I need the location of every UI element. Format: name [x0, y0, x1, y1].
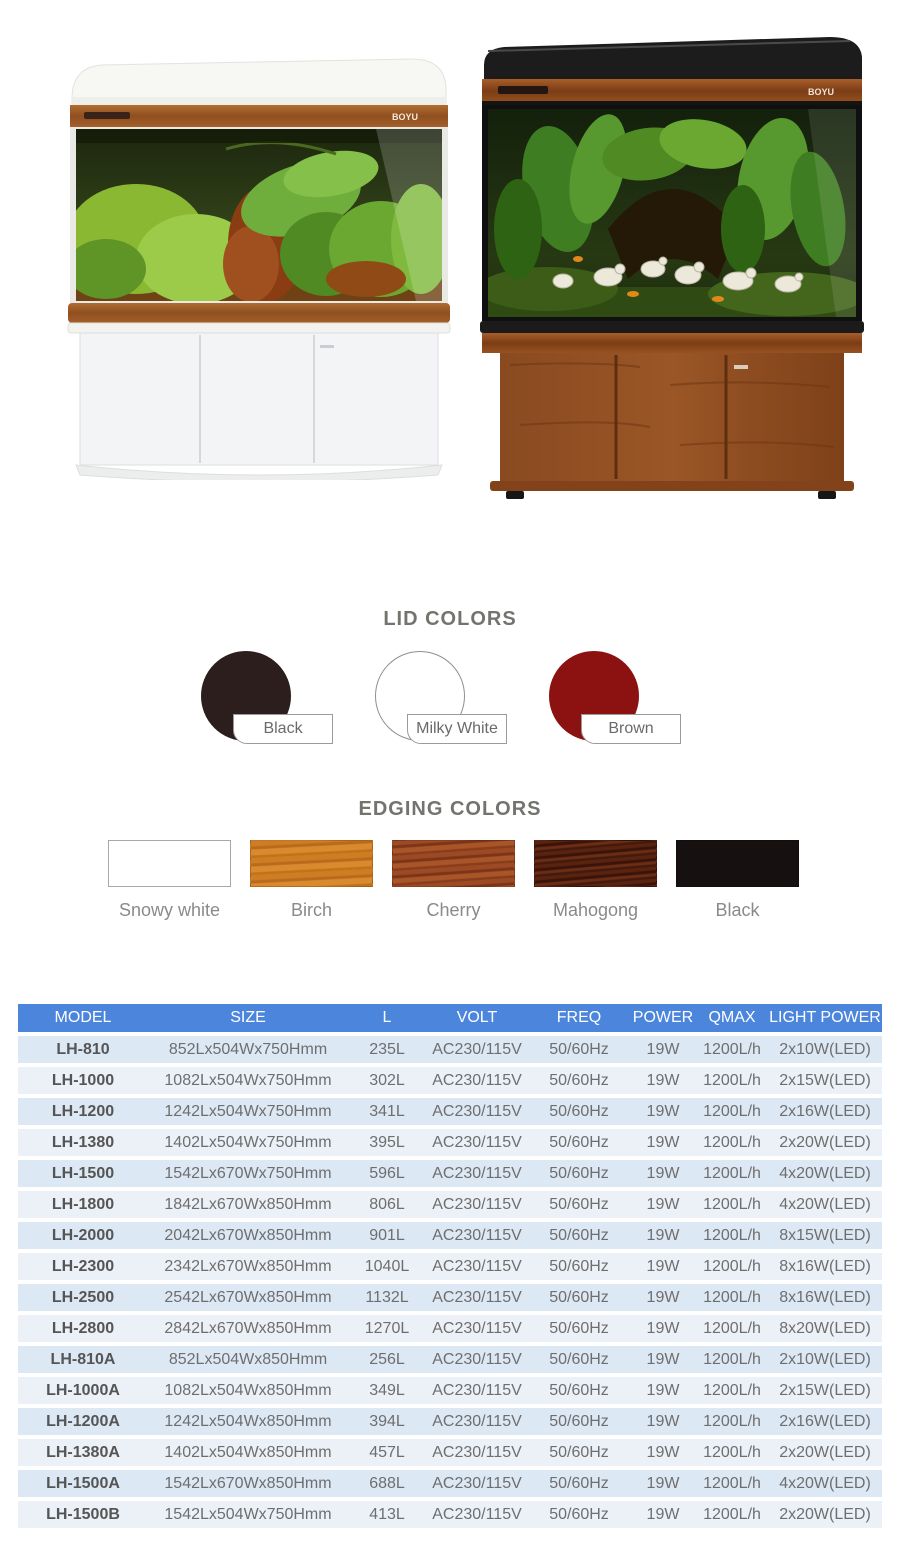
cell-volt: AC230/115V: [426, 1253, 528, 1280]
cell-freq: 50/60Hz: [528, 1315, 630, 1342]
cell-light: 2x15W(LED): [768, 1377, 882, 1404]
cell-power: 19W: [630, 1346, 696, 1373]
cell-qmax: 1200L/h: [696, 1408, 768, 1435]
spec-table-row: [18, 1067, 882, 1094]
cell-power: 19W: [630, 1470, 696, 1497]
cell-qmax: 1200L/h: [696, 1067, 768, 1094]
spec-table-row: [18, 1284, 882, 1311]
cell-freq: 50/60Hz: [528, 1191, 630, 1218]
cell-light: 4x20W(LED): [768, 1191, 882, 1218]
cell-light: 2x20W(LED): [768, 1439, 882, 1466]
edging-color-swatch: [250, 840, 373, 887]
cell-power: 19W: [630, 1222, 696, 1249]
brown-tank-bottom-trim: [480, 321, 864, 353]
cell-light: 8x20W(LED): [768, 1315, 882, 1342]
cell-model: LH-2500: [18, 1284, 148, 1311]
cell-freq: 50/60Hz: [528, 1036, 630, 1063]
cell-size: 1542Lx670Wx750Hmm: [148, 1160, 348, 1187]
edging-color-label: Cherry: [426, 900, 481, 920]
cell-light: 2x20W(LED): [768, 1501, 882, 1528]
cell-size: 1082Lx504Wx750Hmm: [148, 1067, 348, 1094]
cell-light: 2x10W(LED): [768, 1346, 882, 1373]
cell-qmax: 1200L/h: [696, 1098, 768, 1125]
spec-table-row: [18, 1129, 882, 1156]
spec-table-row: [18, 1346, 882, 1373]
cell-qmax: 1200L/h: [696, 1191, 768, 1218]
spec-table-header-row: [18, 1004, 882, 1032]
cell-size: 2842Lx670Wx850Hmm: [148, 1315, 348, 1342]
edging-color-swatch: [534, 840, 657, 887]
spec-table-header-cell: VOLT: [426, 1004, 528, 1032]
white-cabinet: [76, 333, 442, 480]
cell-qmax: 1200L/h: [696, 1501, 768, 1528]
cell-light: 8x15W(LED): [768, 1222, 882, 1249]
spec-table-header-cell: POWER: [630, 1004, 696, 1032]
cell-power: 19W: [630, 1129, 696, 1156]
brown-cabinet: [490, 353, 854, 499]
spec-table-body: [18, 1036, 882, 1528]
edging-color-swatch: [676, 840, 799, 887]
cell-model: LH-1800: [18, 1191, 148, 1218]
white-aquarium-image: [62, 57, 460, 480]
cell-light: 4x20W(LED): [768, 1470, 882, 1497]
cell-power: 19W: [630, 1284, 696, 1311]
cell-freq: 50/60Hz: [528, 1098, 630, 1125]
cell-size: 1402Lx504Wx850Hmm: [148, 1439, 348, 1466]
cell-freq: 50/60Hz: [528, 1408, 630, 1435]
white-tank-wood-trim: [70, 105, 448, 127]
spec-table-header-cell: MODEL: [18, 1004, 148, 1032]
lid-colors-row: [201, 651, 654, 746]
cell-volt: AC230/115V: [426, 1470, 528, 1497]
cell-qmax: 1200L/h: [696, 1284, 768, 1311]
cell-model: LH-2800: [18, 1315, 148, 1342]
edging-color-swatch: [108, 840, 231, 887]
cell-l: 256L: [348, 1346, 426, 1373]
cell-qmax: 1200L/h: [696, 1160, 768, 1187]
cell-l: 1270L: [348, 1315, 426, 1342]
edging-color-item: [676, 840, 799, 921]
cell-light: 2x16W(LED): [768, 1408, 882, 1435]
cell-model: LH-1500B: [18, 1501, 148, 1528]
spec-table-row: [18, 1036, 882, 1063]
lid-color-label: Black: [233, 714, 333, 744]
edging-color-item: [392, 840, 515, 921]
spec-table-row: [18, 1408, 882, 1435]
cell-volt: AC230/115V: [426, 1098, 528, 1125]
brown-tank-lid: [484, 37, 862, 79]
spec-table-row: [18, 1191, 882, 1218]
cell-power: 19W: [630, 1160, 696, 1187]
cell-freq: 50/60Hz: [528, 1160, 630, 1187]
edging-color-swatch: [392, 840, 515, 887]
cell-light: 2x10W(LED): [768, 1036, 882, 1063]
cell-model: LH-1000: [18, 1067, 148, 1094]
cell-size: 1242Lx504Wx850Hmm: [148, 1408, 348, 1435]
cell-size: 1842Lx670Wx850Hmm: [148, 1191, 348, 1218]
cell-light: 2x16W(LED): [768, 1098, 882, 1125]
cell-qmax: 1200L/h: [696, 1036, 768, 1063]
cell-volt: AC230/115V: [426, 1439, 528, 1466]
cell-volt: AC230/115V: [426, 1346, 528, 1373]
edging-color-label: Black: [715, 900, 760, 920]
cell-qmax: 1200L/h: [696, 1129, 768, 1156]
cell-volt: AC230/115V: [426, 1408, 528, 1435]
cell-model: LH-1380: [18, 1129, 148, 1156]
cell-l: 1132L: [348, 1284, 426, 1311]
cell-qmax: 1200L/h: [696, 1470, 768, 1497]
spec-table-row: [18, 1501, 882, 1528]
cell-size: 2542Lx670Wx850Hmm: [148, 1284, 348, 1311]
cell-light: 8x16W(LED): [768, 1253, 882, 1280]
cell-size: 2342Lx670Wx850Hmm: [148, 1253, 348, 1280]
cell-light: 2x15W(LED): [768, 1067, 882, 1094]
cell-volt: AC230/115V: [426, 1129, 528, 1156]
cell-volt: AC230/115V: [426, 1377, 528, 1404]
cell-power: 19W: [630, 1501, 696, 1528]
spec-table-row: [18, 1160, 882, 1187]
cell-volt: AC230/115V: [426, 1501, 528, 1528]
spec-table-header-cell: L: [348, 1004, 426, 1032]
cell-model: LH-2300: [18, 1253, 148, 1280]
spec-table-header-cell: QMAX: [696, 1004, 768, 1032]
cell-model: LH-810: [18, 1036, 148, 1063]
spec-table-row: [18, 1470, 882, 1497]
cell-volt: AC230/115V: [426, 1191, 528, 1218]
brown-tank-wood-trim: [482, 79, 862, 105]
spec-table-row: [18, 1098, 882, 1125]
cell-freq: 50/60Hz: [528, 1346, 630, 1373]
edging-color-item: [250, 840, 373, 921]
edging-colors-heading: EDGING COLORS: [358, 798, 542, 820]
cell-light: 2x20W(LED): [768, 1129, 882, 1156]
edging-color-item: [108, 840, 231, 921]
cell-volt: AC230/115V: [426, 1315, 528, 1342]
lid-color-label: Milky White: [407, 714, 507, 744]
cell-size: 1542Lx670Wx850Hmm: [148, 1470, 348, 1497]
cell-model: LH-2000: [18, 1222, 148, 1249]
cell-model: LH-1500: [18, 1160, 148, 1187]
cell-power: 19W: [630, 1408, 696, 1435]
cell-l: 394L: [348, 1408, 426, 1435]
lid-colors-heading: LID COLORS: [383, 608, 517, 630]
cell-light: 4x20W(LED): [768, 1160, 882, 1187]
cell-size: 2042Lx670Wx850Hmm: [148, 1222, 348, 1249]
cell-volt: AC230/115V: [426, 1222, 528, 1249]
lid-color-item: [375, 651, 498, 746]
cell-qmax: 1200L/h: [696, 1253, 768, 1280]
cell-l: 395L: [348, 1129, 426, 1156]
cell-l: 596L: [348, 1160, 426, 1187]
cell-power: 19W: [630, 1098, 696, 1125]
cell-volt: AC230/115V: [426, 1160, 528, 1187]
cell-volt: AC230/115V: [426, 1284, 528, 1311]
brown-aquarium-image: [470, 35, 872, 500]
cell-power: 19W: [630, 1315, 696, 1342]
cell-freq: 50/60Hz: [528, 1222, 630, 1249]
spec-table-row: [18, 1377, 882, 1404]
cell-freq: 50/60Hz: [528, 1284, 630, 1311]
cell-power: 19W: [630, 1067, 696, 1094]
cell-size: 1402Lx504Wx750Hmm: [148, 1129, 348, 1156]
cell-size: 1082Lx504Wx850Hmm: [148, 1377, 348, 1404]
lid-color-item: [201, 651, 303, 746]
cell-qmax: 1200L/h: [696, 1346, 768, 1373]
cell-model: LH-1500A: [18, 1470, 148, 1497]
cell-l: 806L: [348, 1191, 426, 1218]
cell-l: 302L: [348, 1067, 426, 1094]
lid-color-label: Brown: [581, 714, 681, 744]
cell-l: 457L: [348, 1439, 426, 1466]
spec-table: [18, 1000, 882, 1532]
cell-qmax: 1200L/h: [696, 1377, 768, 1404]
cell-freq: 50/60Hz: [528, 1501, 630, 1528]
cell-l: 341L: [348, 1098, 426, 1125]
cell-qmax: 1200L/h: [696, 1315, 768, 1342]
edging-color-label: Snowy white: [118, 900, 221, 920]
cell-model: LH-1200: [18, 1098, 148, 1125]
spec-table-row: [18, 1315, 882, 1342]
cell-qmax: 1200L/h: [696, 1222, 768, 1249]
spec-table-header-cell: LIGHT POWER: [768, 1004, 882, 1032]
white-tank-glass: [66, 127, 451, 304]
cell-power: 19W: [630, 1036, 696, 1063]
white-lid: [72, 59, 446, 105]
brand-text-left: BOYU: [392, 112, 419, 122]
spec-table-row: [18, 1222, 882, 1249]
cell-l: 413L: [348, 1501, 426, 1528]
cell-size: 852Lx504Wx750Hmm: [148, 1036, 348, 1063]
cell-model: LH-1000A: [18, 1377, 148, 1404]
cell-l: 901L: [348, 1222, 426, 1249]
white-tank-bottom-trim: [68, 303, 450, 333]
cell-power: 19W: [630, 1191, 696, 1218]
spec-table-header-cell: SIZE: [148, 1004, 348, 1032]
cell-freq: 50/60Hz: [528, 1470, 630, 1497]
cell-size: 1242Lx504Wx750Hmm: [148, 1098, 348, 1125]
cell-qmax: 1200L/h: [696, 1439, 768, 1466]
edging-color-label: Mahogong: [552, 900, 639, 920]
cell-power: 19W: [630, 1253, 696, 1280]
edging-colors-row: [108, 840, 799, 921]
cell-size: 1542Lx504Wx750Hmm: [148, 1501, 348, 1528]
spec-table-header-cell: FREQ: [528, 1004, 630, 1032]
cell-freq: 50/60Hz: [528, 1439, 630, 1466]
edging-color-item: [534, 840, 657, 921]
cell-freq: 50/60Hz: [528, 1377, 630, 1404]
cell-size: 852Lx504Wx850Hmm: [148, 1346, 348, 1373]
cell-l: 1040L: [348, 1253, 426, 1280]
cell-model: LH-1380A: [18, 1439, 148, 1466]
spec-table-row: [18, 1253, 882, 1280]
brown-tank-glass: [478, 105, 868, 321]
spec-table-row: [18, 1439, 882, 1466]
cell-l: 349L: [348, 1377, 426, 1404]
cell-light: 8x16W(LED): [768, 1284, 882, 1311]
cell-freq: 50/60Hz: [528, 1129, 630, 1156]
cell-power: 19W: [630, 1377, 696, 1404]
cell-volt: AC230/115V: [426, 1036, 528, 1063]
cell-model: LH-810A: [18, 1346, 148, 1373]
brand-text-right: BOYU: [808, 87, 835, 97]
edging-color-label: Birch: [290, 900, 332, 920]
cell-power: 19W: [630, 1439, 696, 1466]
cell-freq: 50/60Hz: [528, 1253, 630, 1280]
cell-l: 235L: [348, 1036, 426, 1063]
cell-volt: AC230/115V: [426, 1067, 528, 1094]
cell-freq: 50/60Hz: [528, 1067, 630, 1094]
cell-model: LH-1200A: [18, 1408, 148, 1435]
cell-l: 688L: [348, 1470, 426, 1497]
lid-color-item: [549, 651, 654, 746]
